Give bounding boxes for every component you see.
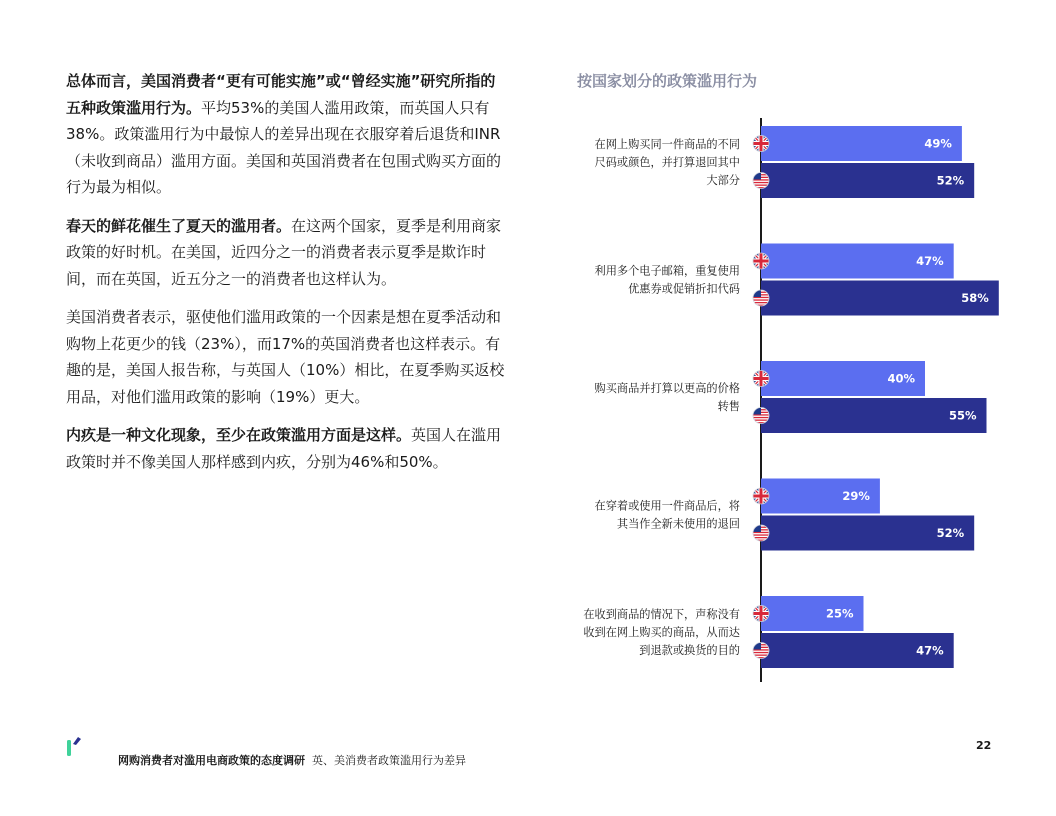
data-label-uk-5: 25% <box>825 606 854 621</box>
category-label-5: 在收到商品的情况下，声称没有收到在网上购买的商品，从而达到退款或换货的目的 <box>583 608 740 657</box>
footer-report-title: 网购消费者对滥用电商政策的态度调研 <box>118 754 305 767</box>
chart-title: 按国家划分的政策滥用行为 <box>577 72 758 90</box>
data-label-us-1: 52% <box>936 173 965 188</box>
category-label-1: 在网上购买同一件商品的不同尺码或颜色，并打算退回其中大部分 <box>594 138 740 187</box>
category-label-2: 利用多个电子邮箱，重复使用优惠券或促销折扣代码 <box>594 264 740 296</box>
data-label-us-3: 55% <box>948 408 977 423</box>
paragraph-2-lead: 春天的鲜花催生了夏天的滥用者。 <box>66 216 292 235</box>
paragraph-4-lead: 内疚是一种文化现象，至少在政策滥用方面是这样。 <box>66 426 412 444</box>
paragraph-3-text: 美国消费者表示，驱使他们滥用政策的一个因素是想在夏季活动和购物上花更少的钱（23%），而17%的英国消费者也这样表示。有趣的是，美国人报告称，与英国人（10%）相比，在夏季购买返校用品，对他们滥用政策的影响（19%）更大。 <box>66 308 505 406</box>
paragraph-1-lead: 总体而言，美国消费者“更有可能实施”或“曾经实施”研究所指的五种政策滥用行为。 <box>66 72 496 117</box>
data-label-uk-1: 49% <box>924 136 952 151</box>
data-label-us-5: 47% <box>916 643 944 658</box>
page-number: 22 <box>976 739 992 752</box>
footer-section-title: 英、美消费者政策滥用行为差异 <box>312 754 466 767</box>
paragraph-1-text: 平均53%的美国人滥用政策，而英国人只有38%。政策滥用行为中最惊人的差异出现在衣服穿着后退货和INR（未收到商品）滥用方面。美国和英国消费者在包围式购买方面的行为最为相似。 <box>66 98 502 196</box>
data-label-uk-4: 29% <box>842 489 870 503</box>
data-label-uk-2: 47% <box>916 254 944 268</box>
paragraph-2-text: 在这两个国家，夏季是利用商家政策的好时机。在美国，近四分之一的消费者表示夏季是欺诈时间，而在英国，近五分之一的消费者也这样认为。 <box>66 216 502 288</box>
data-label-uk-3: 40% <box>887 371 915 386</box>
category-label-3: 购买商品并打算以更高的价格转售 <box>594 382 740 413</box>
brand-logo-icon <box>66 736 82 758</box>
category-label-4: 在穿着或使用一件商品后，将其当作全新未使用的退回 <box>594 499 740 531</box>
data-label-us-4: 52% <box>936 526 965 540</box>
footer <box>118 752 466 768</box>
paragraph-4-text: 英国人在滥用政策时并不像美国人那样感到内疚，分别为46%和50%。 <box>66 426 502 471</box>
data-label-us-2: 58% <box>961 291 989 305</box>
